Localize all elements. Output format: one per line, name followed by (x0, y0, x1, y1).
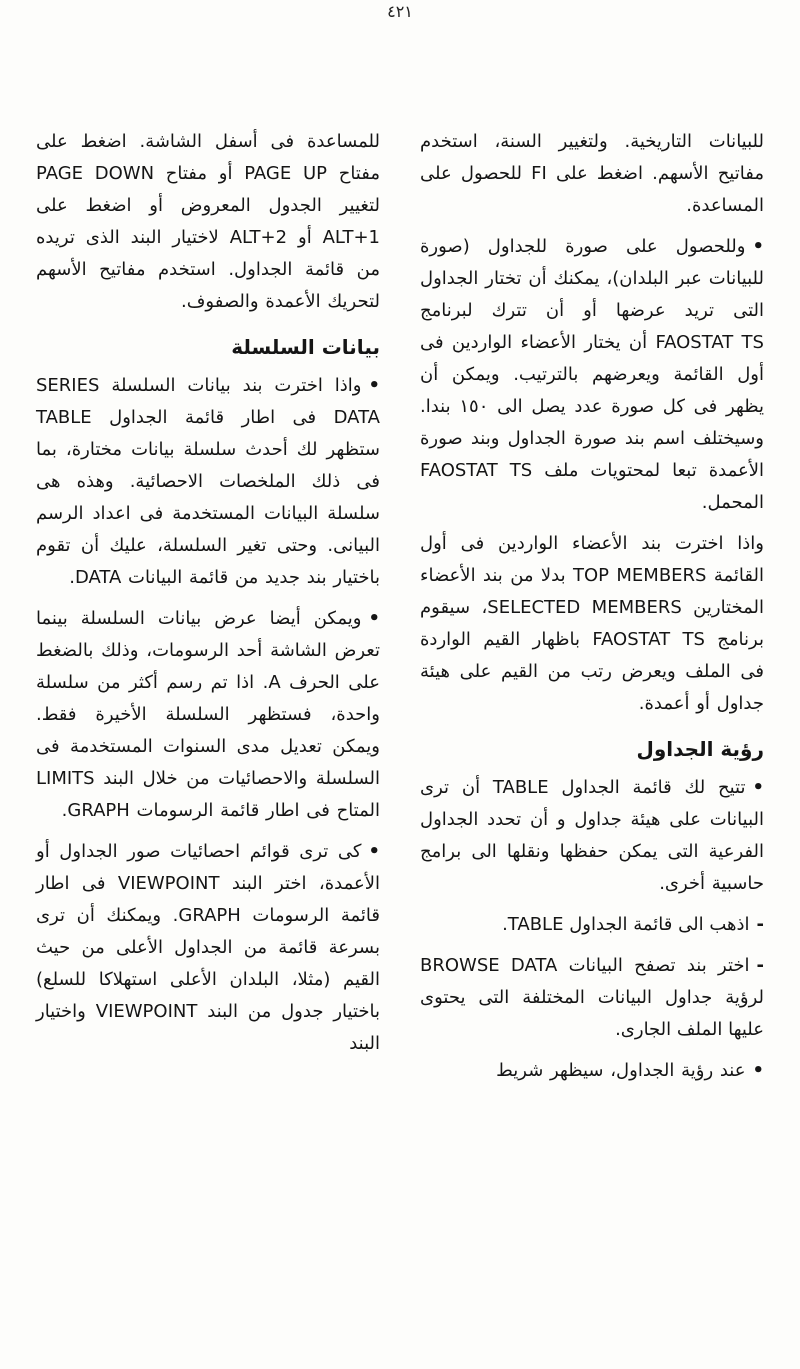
bullet-item (36, 370, 380, 594)
section-heading: رؤية الجداول (636, 737, 764, 761)
dash-item (420, 909, 764, 941)
paragraph-text: للمساعدة فى أسفل الشاشة. اضغط على مفتاح PAGE UP أو مفتاح PAGE DOWN لتغيير الجدول المعروض أو اضغط على ALT+1 أو ALT+2 لاختيار البند الذى تريده من قائمة الجداول. استخدم مفاتيح الأسهم لتحريك الأعمدة والصفوف. (36, 131, 380, 312)
paragraph-text: ويمكن أيضا عرض بيانات السلسلة بينما تعرض الشاشة أحد الرسومات، وذلك بالضغط على الحرف A. اذا تم رسم أكثر من سلسلة واحدة، فستظهر السلسلة الأخيرة فقط. ويمكن تعديل مدى السنوات المستخدمة فى السلسلة والاحصائيات من خلال البند LIMITS المتاح فى اطار قائمة الرسومات GRAPH. (36, 608, 380, 821)
two-column-layout (36, 126, 764, 1087)
paragraph-text: اذهب الى قائمة الجداول TABLE. (502, 914, 750, 935)
paragraph-text: واذا اخترت بند الأعضاء الواردين فى أول القائمة TOP MEMBERS بدلا من بند الأعضاء المختارين SELECTED MEMBERS، سيقوم برنامج FAOSTAT TS باظهار القيم الواردة فى الملف ويعرض رتب من القيم على هيئة جداول أو أعمدة. (420, 533, 764, 714)
bullet-item (420, 231, 764, 519)
paragraph-text: تتيح لك قائمة الجداول TABLE أن ترى البيانات على هيئة جداول و أن تحدد الجداول الفرعية التى يمكن حفظها ونقلها الى برامج حاسبية أخرى. (420, 777, 764, 894)
right-column (420, 126, 764, 1087)
bullet-marker: • (752, 1060, 764, 1081)
paragraph-text: للبيانات التاريخية. ولتغيير السنة، استخدم مفاتيح الأسهم. اضغط على FI للحصول على المساعدة. (420, 131, 764, 216)
bullet-item (36, 603, 380, 827)
bullet-item (420, 772, 764, 900)
paragraph-text: كى ترى قوائم احصائيات صور الجداول أو الأعمدة، اختر البند VIEWPOINT فى اطار قائمة الرسومات GRAPH. ويمكنك أن ترى بسرعة قائمة من الجداول الأعلى من حيث القيم (مثلا، البلدان الأعلى استهلاكا للسلع) باختيار جدول من البند VIEWPOINT واختيار البند (36, 841, 380, 1054)
page-number: ٤٢١ (387, 2, 413, 21)
paragraph-text: واذا اخترت بند بيانات السلسلة SERIES DATA فى اطار قائمة الجداول TABLE ستظهر لك أحدث سلسلة بيانات مختارة، بما فى ذلك الملخصات الاحصائية. وهذه هى سلسلة البيانات المستخدمة فى اعداد الرسم البيانى. وحتى تغير السلسلة، عليك أن تقوم باختيار بند جديد من قائمة البيانات DATA. (36, 375, 380, 588)
bullet-marker: • (368, 375, 380, 396)
dash-marker: - (756, 955, 764, 976)
dash-item (420, 950, 764, 1046)
section-heading: بيانات السلسلة (231, 335, 380, 359)
paragraph (420, 528, 764, 720)
paragraph-text: وللحصول على صورة للجداول (صورة للبيانات عبر البلدان)، يمكنك أن تختار الجداول التى تريد عرضها أو أن تترك لبرنامج FAOSTAT TS أن يختار الأعضاء الواردين فى أول القائمة ويعرضهم بالترتيب. ويمكن أن يظهر فى كل صورة عدد يصل الى ١٥٠ بندا. وسيختلف اسم بند صورة الجداول وبند صورة الأعمدة تبعا لمحتويات ملف FAOSTAT TS المحمل. (420, 236, 764, 513)
dash-marker: - (756, 914, 764, 935)
bullet-marker: • (368, 608, 380, 629)
bullet-item (420, 1055, 764, 1087)
paragraph-text: عند رؤية الجداول، سيظهر شريط (496, 1060, 746, 1081)
paragraph (36, 126, 380, 318)
bullet-marker: • (752, 777, 765, 798)
bullet-marker: • (368, 841, 380, 862)
bullet-marker: • (752, 236, 764, 257)
paragraph-text: اختر بند تصفح البيانات BROWSE DATA لرؤية جداول البيانات المختلفة التى يحتوى عليها الملف الجارى. (420, 955, 764, 1040)
paragraph (420, 126, 764, 222)
bullet-item (36, 836, 380, 1060)
left-column (36, 126, 380, 1087)
